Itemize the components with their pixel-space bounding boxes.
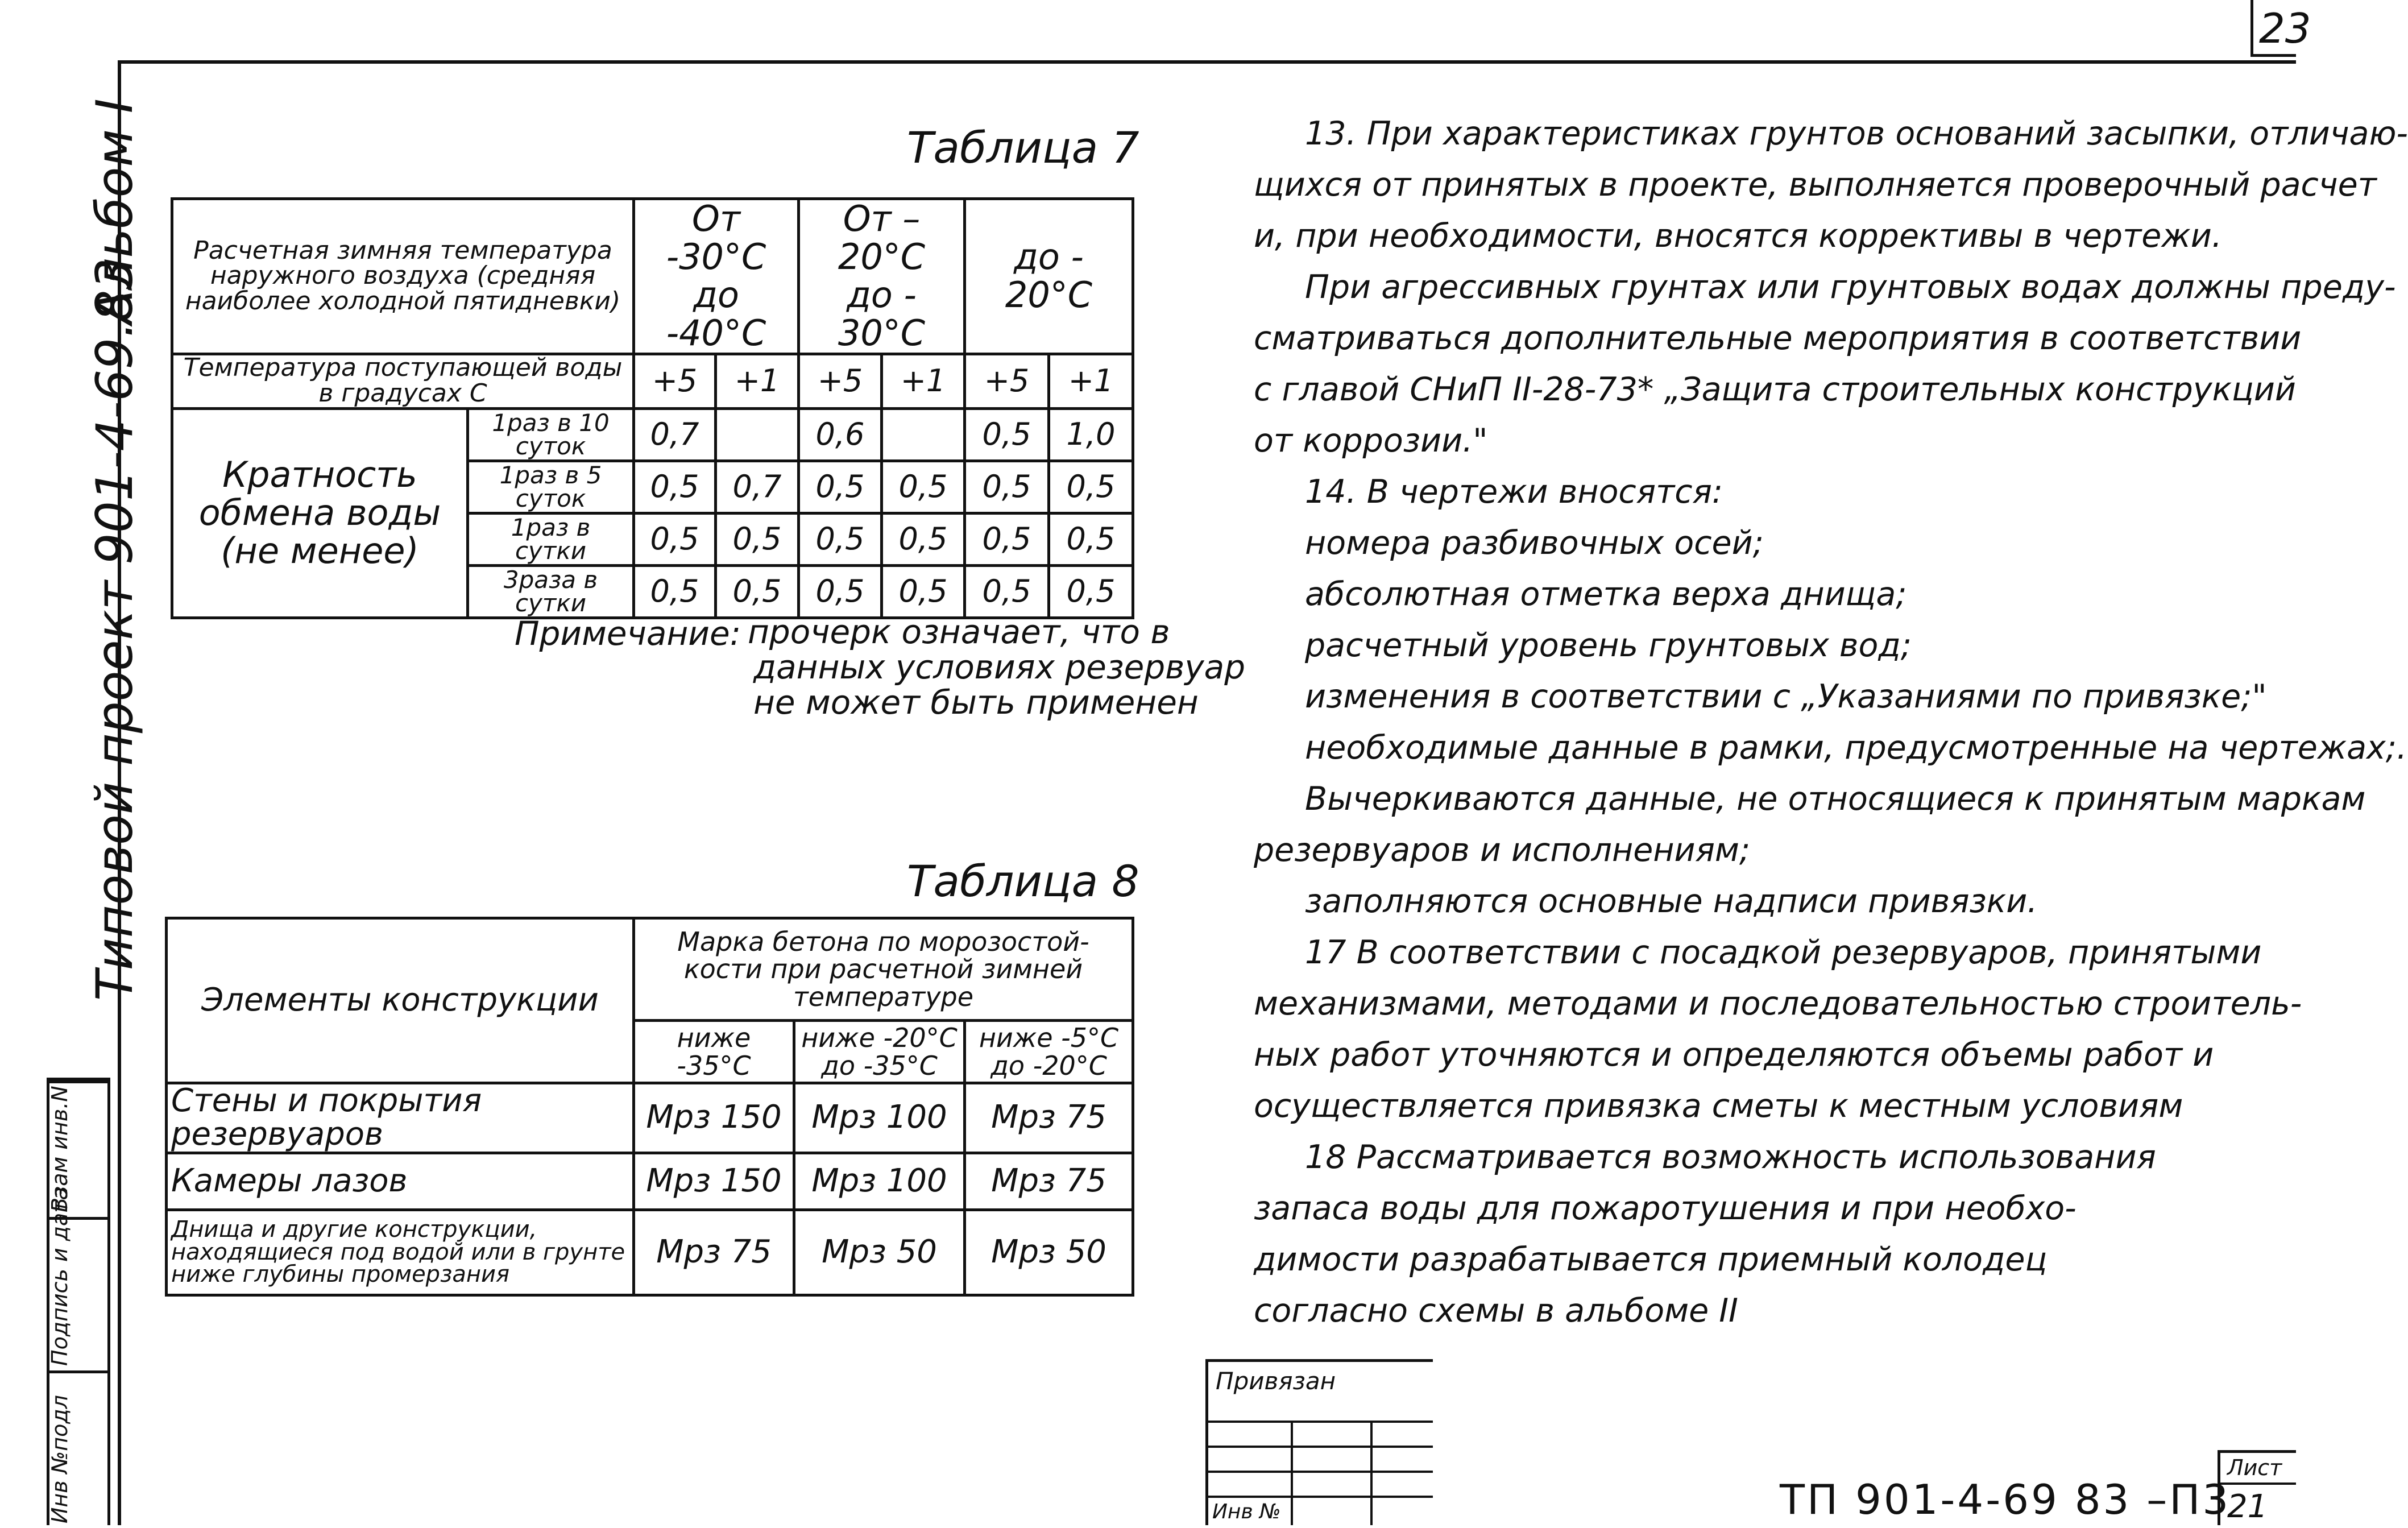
table7-water-temp: +1 (1049, 354, 1133, 408)
note-line: согласно схемы в альбоме II (1254, 1292, 1738, 1330)
note-line: абсолютная отметка верха днища; (1305, 575, 1907, 613)
notes-block (1248, 108, 2408, 1336)
note-line: и, при необходимости, вносятся коррективы в чертежи. (1254, 217, 2222, 255)
table7-water-temp: +1 (882, 354, 965, 408)
table7-period: 1раз в 10 суток (468, 408, 634, 461)
table8-element: Днища и другие конструкции, находящиеся под водой или в грунте ниже глубины промерзания (167, 1210, 634, 1295)
side-stamp (47, 1078, 110, 1525)
table8-element: Камеры лазов (167, 1153, 634, 1210)
table8-row (167, 1083, 1133, 1153)
table8 (165, 917, 1134, 1297)
table7-range2: От – 20°С до - 30°С (799, 199, 965, 354)
sheet-label: Лист (2227, 1455, 2282, 1480)
table8-cell: Мрз 150 (634, 1083, 794, 1153)
note-line: необходимые данные в рамки, предусмотренные на чертежах;. (1305, 729, 2407, 767)
table7-water-temp: +1 (716, 354, 799, 408)
note-line: Вычеркиваются данные, не относящиеся к принятым маркам (1305, 780, 2366, 818)
table7-note-label: Примечание: (515, 614, 741, 653)
table7-water-temp-label: Температура поступающей воды в градусах С (172, 354, 634, 408)
note-line: щихся от принятых в проекте, выполняется проверочный расчет (1254, 166, 2377, 204)
table8-cell: Мрз 75 (965, 1153, 1133, 1210)
note-line: запаса воды для пожаротушения и при необхо- (1254, 1190, 2077, 1227)
table7-cell: 0,5 (634, 513, 716, 565)
table7-cell: 0,5 (634, 565, 716, 618)
note-line: При агрессивных грунтах или грунтовых водах должны преду- (1305, 268, 2396, 306)
note-line: заполняются основные надписи привязки. (1305, 883, 2038, 920)
table7-cell: 0,5 (716, 565, 799, 618)
table7-cell: 0,5 (1049, 565, 1133, 618)
table7 (171, 197, 1134, 619)
table7-period: 1раз в сутки (468, 513, 634, 565)
note-line: резервуаров и исполнениям; (1254, 831, 1751, 869)
table8-cell: Мрз 75 (965, 1083, 1133, 1153)
note-line: 13. При характеристиках грунтов оснований засыпки, отличаю- (1305, 115, 2408, 152)
table7-cell: 0,5 (799, 513, 882, 565)
sheet-box (2218, 1450, 2296, 1525)
table8-cell: Мрз 50 (965, 1210, 1133, 1295)
table7-water-temp: +5 (799, 354, 882, 408)
table7-cell: 0,5 (882, 461, 965, 513)
table7-cell: 0,5 (716, 513, 799, 565)
table8-col-header: ниже -5°С до -20°С (965, 1021, 1133, 1083)
table7-range1: От -30°С до -40°С (634, 199, 799, 354)
table7-water-temp: +5 (634, 354, 716, 408)
note-line: механизмами, методами и последовательностью строитель- (1254, 985, 2302, 1022)
binding-stamp (1205, 1359, 1433, 1525)
table7-cell: 0,5 (1049, 513, 1133, 565)
bound-label: Привязан (1216, 1367, 1336, 1395)
table7-cell: 0,5 (882, 565, 965, 618)
table7-cell: 0,5 (882, 513, 965, 565)
table8-cell: Мрз 150 (634, 1153, 794, 1210)
note-line: димости разрабатывается приемный колодец (1254, 1241, 2048, 1278)
note-line: номера разбивочных осей; (1305, 524, 1764, 562)
note-line: сматриваться дополнительные мероприятия в соответствии (1254, 320, 2302, 357)
note-line: 18 Рассматривается возможность использования (1305, 1138, 2156, 1176)
table7-cell (882, 408, 965, 461)
stamp-cell-replace: Взам инв.N (49, 1080, 107, 1217)
table7-cell: 0,5 (965, 461, 1049, 513)
table7-range3: до - 20°С (965, 199, 1133, 354)
table7-cell: 0,5 (799, 565, 882, 618)
table8-row (167, 1153, 1133, 1210)
table8-elements-header: Элементы конструкции (167, 918, 634, 1083)
project-label: Типовой проект 901-4-69.83 (85, 258, 144, 1001)
table8-element: Стены и покрытия резервуаров (167, 1083, 634, 1153)
table7-cell: 0,5 (965, 513, 1049, 565)
document-code: ТП 901-4-69 83 –П3 (1780, 1476, 2231, 1523)
table7-cell: 0,6 (799, 408, 882, 461)
inv-label: Инв № (1212, 1500, 1281, 1523)
page-number: 23 (2250, 0, 2296, 57)
note-line: ных работ уточняются и определяются объемы работ и (1254, 1036, 2214, 1074)
table8-col-header: ниже -20°С до -35°С (794, 1021, 965, 1083)
sheet-number: 21 (2227, 1488, 2268, 1525)
note-line: 14. В чертежи вносятся: (1305, 473, 1723, 511)
table7-temp-header: Расчетная зимняя температура наружного воздуха (средняя наиболее холодной пятидневки) (172, 199, 634, 354)
note-line: 17 В соответствии с посадкой резервуаров, принятыми (1305, 934, 2262, 971)
table8-cell: Мрз 100 (794, 1153, 965, 1210)
table7-exchange-label: Кратность обмена воды (не менее) (172, 408, 468, 618)
table8-col-header: ниже -35°С (634, 1021, 794, 1083)
table7-cell: 0,5 (1049, 461, 1133, 513)
table7-period: 3раза в сутки (468, 565, 634, 618)
table7-cell: 0,7 (716, 461, 799, 513)
album-label: Альбом I (85, 98, 144, 324)
table7-cell: 1,0 (1049, 408, 1133, 461)
note-line: расчетный уровень грунтовых вод; (1305, 627, 1912, 664)
note-line: от коррозии." (1254, 422, 1488, 459)
table8-caption: Таблица 8 (907, 856, 1139, 906)
table8-cell: Мрз 100 (794, 1083, 965, 1153)
table7-row (172, 408, 1133, 461)
table7-cell: 0,5 (965, 408, 1049, 461)
note-line: осуществляется привязка сметы к местным условиям (1254, 1087, 2183, 1125)
table8-grade-header: Марка бетона по морозостой-кости при расчетной зимней температуре (634, 918, 1133, 1021)
note-line: с главой СНиП II-28-73* „Защита строительных конструкций (1254, 371, 2296, 408)
stamp-cell-inventory: Инв №подл (49, 1370, 107, 1528)
table7-note-text: прочерк означает, что в данных условиях резервуар не может быть применен (748, 612, 1246, 722)
table7-cell: 0,5 (634, 461, 716, 513)
table7-cell: 0,5 (965, 565, 1049, 618)
table7-caption: Таблица 7 (907, 122, 1139, 173)
table7-period: 1раз в 5 суток (468, 461, 634, 513)
table7-cell: 0,7 (634, 408, 716, 461)
table8-cell: Мрз 50 (794, 1210, 965, 1295)
table8-cell: Мрз 75 (634, 1210, 794, 1295)
stamp-cell-signature: Подпись и дата (49, 1217, 107, 1370)
table8-row (167, 1210, 1133, 1295)
table7-cell: 0,5 (799, 461, 882, 513)
table7-water-temp: +5 (965, 354, 1049, 408)
note-line: изменения в соответствии с „Указаниями по привязке;" (1305, 678, 2267, 715)
table7-cell (716, 408, 799, 461)
